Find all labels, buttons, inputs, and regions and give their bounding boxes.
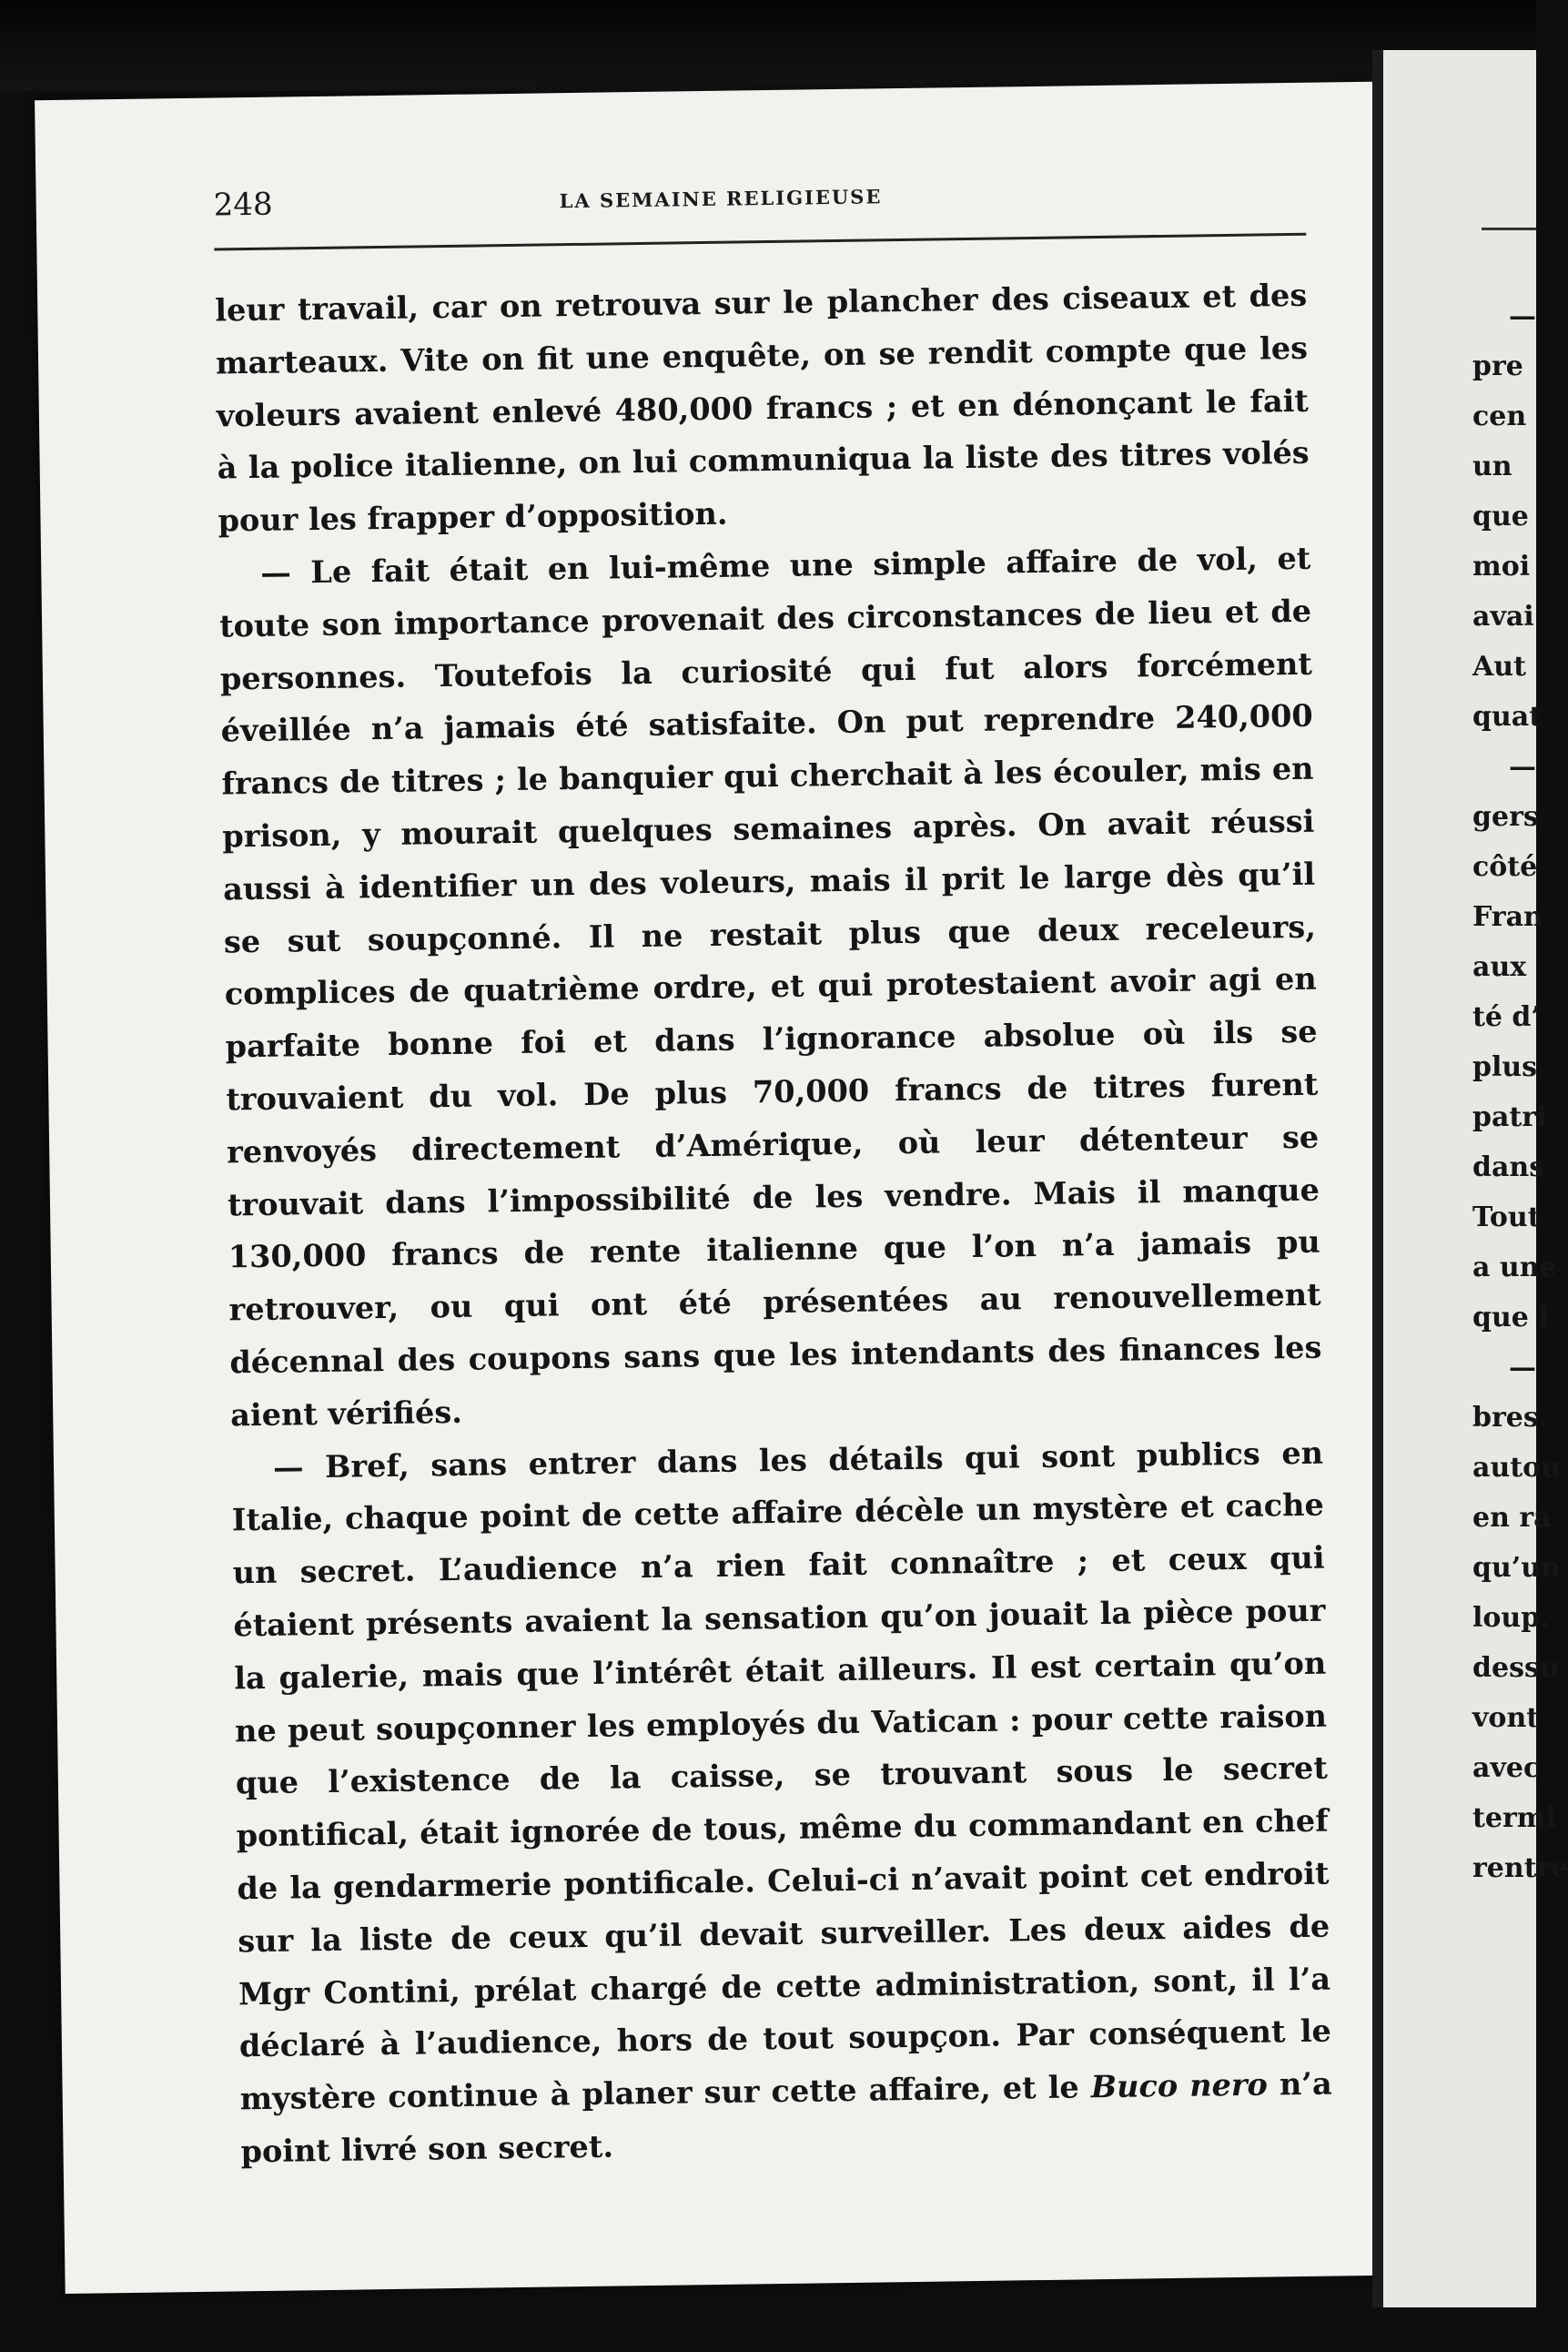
facing-page-line: vont	[1472, 1702, 1540, 1734]
facing-page-line: gers	[1472, 801, 1539, 833]
page-header	[213, 172, 1306, 242]
facing-page-line: Fran	[1472, 901, 1543, 933]
facing-page-line: Tout	[1472, 1201, 1541, 1233]
facing-page-line: a une	[1472, 1252, 1557, 1283]
facing-page-rule	[1482, 228, 1536, 230]
facing-page-line: —	[1509, 300, 1536, 332]
facing-page-line: un	[1472, 451, 1512, 482]
facing-page-line: quat	[1472, 701, 1543, 733]
facing-page-text	[1472, 291, 1568, 1893]
paragraph-3-ending: n’a point livré son secret.	[240, 2065, 1332, 2170]
facing-page-line: que l	[1472, 1302, 1549, 1333]
paragraph-3-text: — Bref, sans entrer dans les détails qui sont publics en Italie, chaque point de cette affaire décèle un mystère et cache un secret. L’audience n’a rien fait connaître ; et ceux qui étaient présents avaient la sensation qu’on jouait la pièce pour la galerie, mais que l’intérêt était ailleurs. Il est certain qu’on ne peut soupçonner les employés du Vatican : pour cette raison que l’existence de la caisse, se trouvant sous le secret pontifical, était ignorée de tous, même du commandant en chef de la gendarmerie pontificale. Celui-ci n’avait point cet endroit sur la liste de ceux qu’il devait surveiller. Les deux aides de Mgr Contini, prélat chargé de cette administration, sont, il l’a déclaré à l’audience, hors de tout soupçon. Par conséquent le mystère continue à planer sur cette affaire, et le	[231, 1435, 1332, 2117]
paragraph-1: leur travail, car on retrouva sur le plancher des ciseaux et des marteaux. Vite on fit une enquête, on se rendit compte que les voleurs avaient enlevé 480,000 francs ; et en dénonçant le fait à la police italienne, on lui communiqua la liste des titres volés pour les frapper d’opposition.	[215, 277, 1310, 539]
facing-page-line: côté	[1472, 851, 1538, 883]
facing-page-line: moi	[1472, 551, 1531, 583]
paragraph-3	[231, 1426, 1333, 2178]
page-number: 248	[213, 186, 273, 224]
facing-page	[1383, 50, 1568, 2307]
facing-page-line: té d’	[1472, 1001, 1541, 1033]
facing-page-line: plus	[1472, 1051, 1538, 1083]
facing-page-line: pre	[1472, 350, 1523, 382]
facing-page-line: aux	[1472, 951, 1527, 983]
facing-page-line: avai	[1472, 601, 1534, 633]
facing-page-line: en ra	[1472, 1502, 1552, 1534]
facing-page-line: —	[1509, 1352, 1536, 1384]
facing-page-line: patri	[1472, 1101, 1547, 1133]
facing-page-line: dessu	[1472, 1652, 1560, 1684]
facing-page-line: loup.	[1472, 1602, 1550, 1634]
facing-page-line: autou	[1472, 1452, 1561, 1484]
facing-page-line: que	[1472, 501, 1529, 532]
italic-term: Buco nero	[1090, 2066, 1269, 2105]
facing-page-line: dans	[1472, 1151, 1545, 1183]
scan-background	[0, 0, 1536, 91]
facing-page-line: qu’un	[1472, 1552, 1561, 1584]
article-body	[215, 269, 1333, 2178]
facing-page-line: —	[1509, 751, 1536, 783]
facing-page-line: cen	[1472, 400, 1527, 432]
facing-page-line: rentre	[1472, 1852, 1568, 1884]
facing-page-line: avec	[1472, 1752, 1541, 1784]
facing-page-line: termi	[1472, 1802, 1556, 1834]
paragraph-2: — Le fait était en lui-même une simple affaire de vol, et toute son importance provenait des circonstances de lieu et de personnes. Toutefois la curiosité qui fut alors forcément éveillée n’a jamais été satisfaite. On put reprendre 240,000 francs de titres ; le banquier qui cherchait à les écouler, mis en prison, y mourait quelques semaines après. On avait réussi aussi à identifier un des voleurs, mais il prit le large dès qu’il se sut soupçonné. Il ne restait plus que deux receleurs, complices de quatrième ordre, et qui protestaient avoir agi en parfaite bonne foi et dans l’ignorance absolue où ils se trouvaient du vol. De plus 70,000 francs de titres furent renvoyés directement d’Amérique, où leur détenteur se trouvait dans l’impossibilité de les vendre. Mais il manque 130,000 francs de rente italienne que l’on n’a jamais pu retrouver, ou qui ont été présentées au renouvellement décennal des coupons sans que les intendants des finances les aient vérifiés.	[218, 540, 1322, 1434]
running-title: LA SEMAINE RELIGIEUSE	[559, 185, 883, 213]
facing-page-line: bres.	[1472, 1402, 1549, 1434]
book-page	[35, 82, 1403, 2294]
facing-page-line: Aut	[1472, 651, 1526, 683]
